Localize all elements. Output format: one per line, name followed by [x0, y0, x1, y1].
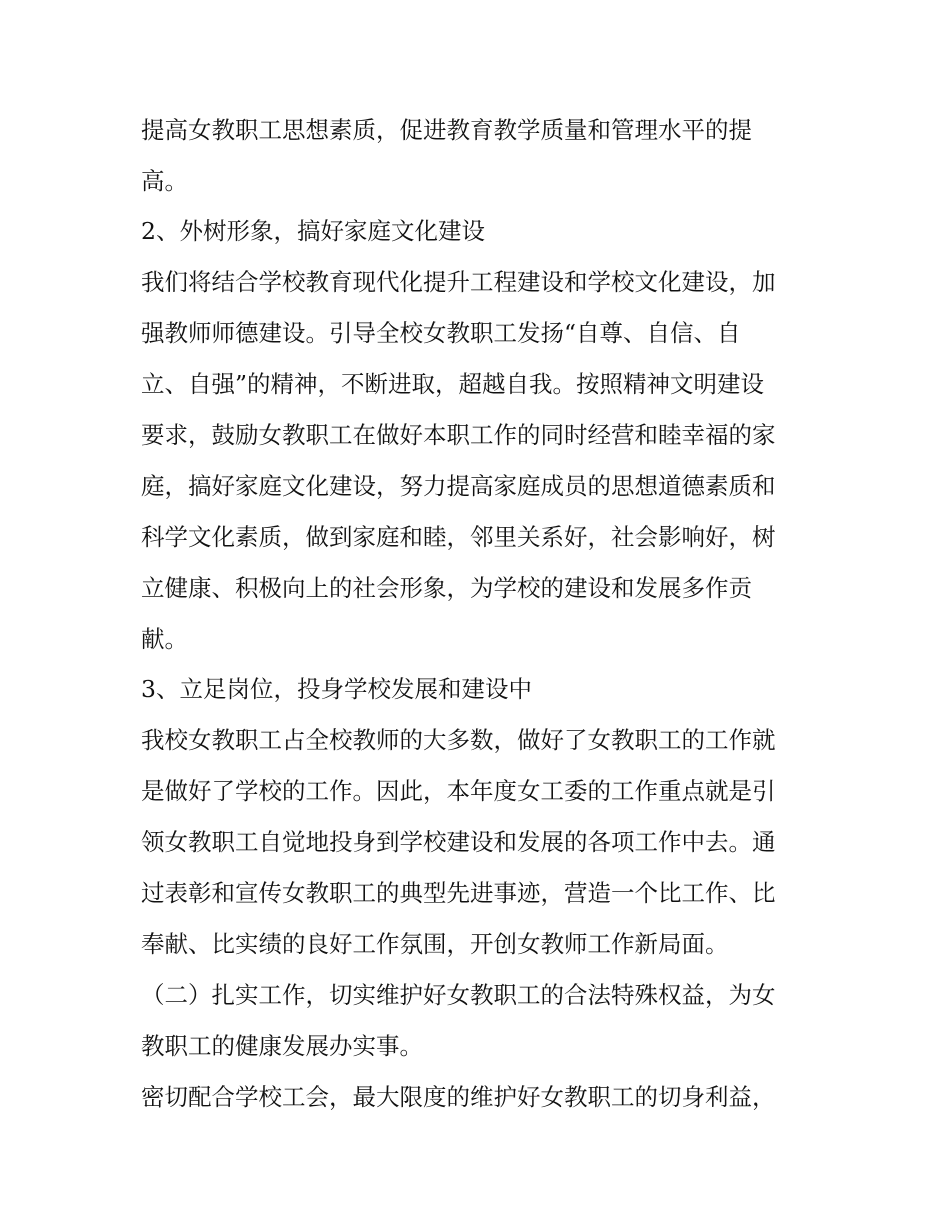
paragraph-line: 高。: [141, 167, 188, 195]
paragraph-line: 教职工的健康发展办实事。: [141, 1032, 423, 1060]
paragraph-line: 立健康、积极向上的社会形象，为学校的建设和发展多作贡: [141, 574, 752, 602]
section-heading: 3、立足岗位，投身学校发展和建设中: [141, 675, 532, 703]
paragraph-line: 是做好了学校的工作。因此，本年度女工委的工作重点就是引: [141, 777, 776, 805]
paragraph-line: 密切配合学校工会，最大限度的维护好女教职工的切身利益，: [141, 1083, 776, 1111]
paragraph-line: 过表彰和宣传女教职工的典型先进事迹，营造一个比工作、比: [141, 879, 776, 907]
paragraph-line: 强教师师德建设。引导全校女教职工发扬“自尊、自信、自: [141, 319, 741, 347]
paragraph-line: 立、自强”的精神，不断进取，超越自我。按照精神文明建设: [141, 370, 765, 398]
paragraph-line: 献。: [141, 625, 188, 653]
paragraph-line: 科学文化素质，做到家庭和睦，邻里关系好，社会影响好，树: [141, 523, 776, 551]
paragraph-line: 奉献、比实绩的良好工作氛围，开创女教师工作新局面。: [141, 930, 729, 958]
paragraph-line: 庭，搞好家庭文化建设，努力提高家庭成员的思想道德素质和: [141, 472, 776, 500]
section-heading: （二）扎实工作，切实维护好女教职工的合法特殊权益，为女: [141, 981, 776, 1009]
paragraph-line: 提高女教职工思想素质，促进教育教学质量和管理水平的提: [141, 116, 752, 144]
paragraph-line: 我校女教职工占全校教师的大多数，做好了女教职工的工作就: [141, 726, 776, 754]
paragraph-line: 领女教职工自觉地投身到学校建设和发展的各项工作中去。通: [141, 828, 776, 856]
paragraph-line: 要求，鼓励女教职工在做好本职工作的同时经营和睦幸福的家: [141, 421, 776, 449]
paragraph-line: 我们将结合学校教育现代化提升工程建设和学校文化建设，加: [141, 268, 776, 296]
section-heading: 2、外树形象，搞好家庭文化建设: [141, 217, 485, 245]
